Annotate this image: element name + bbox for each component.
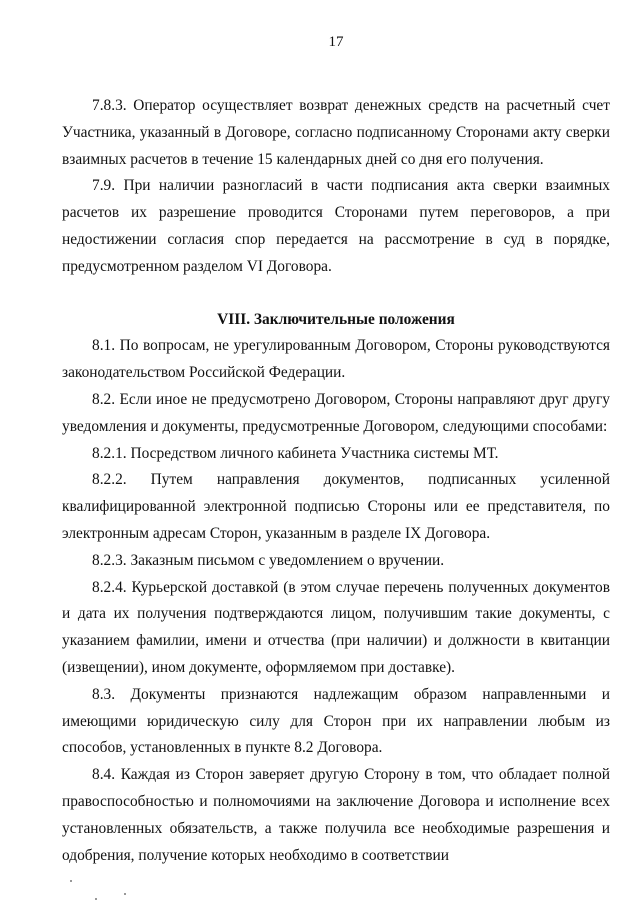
- page-number: 17: [328, 34, 344, 50]
- section-heading: VIII. Заключительные положения: [217, 310, 455, 328]
- scan-speck: [70, 880, 72, 882]
- paragraph-8-2-3: 8.2.3. Заказным письмом с уведомлением о вручении.: [92, 551, 445, 569]
- paragraph-8-2: 8.2. Если иное не предусмотрено Договором, Стороны направляют друг другу уведомления и документы, предусмотренные Договором, следующими способами:: [62, 390, 610, 435]
- scan-speck: [124, 893, 126, 895]
- paragraph-8-3: 8.3. Документы признаются надлежащим образом направленными и имеющими юридическую силу для Сторон при их направлении любым из способов, установленных в пункте 8.2 Договора.: [62, 685, 610, 757]
- paragraph-7-8-3: 7.8.3. Оператор осуществляет возврат денежных средств на расчетный счет Участника, указанный в Договоре, согласно подписанному Сторонами акту сверки взаимных расчетов в течение 15 календарных дней со дня его получения.: [62, 97, 610, 168]
- scan-speck: [95, 898, 97, 900]
- paragraph-8-4: 8.4. Каждая из Сторон заверяет другую Сторону в том, что обладает полной правоспособностью и полномочиями на заключение Договора и исполнение всех установленных обязательств, а также получила все необходимые разрешения и одобрения, получение которых необходимо в соответствии: [62, 766, 610, 864]
- paragraph-8-2-1: 8.2.1. Посредством личного кабинета Участника системы МТ.: [92, 444, 499, 462]
- paragraph-7-9: 7.9. При наличии разногласий в части подписания акта сверки взаимных расчетов их разрешение проводится Сторонами путем переговоров, а при недостижении согласия спор передается на рассмотрение в суд в порядке, предусмотренном разделом VI Договора.: [62, 177, 610, 275]
- paragraph-8-2-4: 8.2.4. Курьерской доставкой (в этом случае перечень полученных документов и дата их получения подтверждаются лицом, получившим такие документы, с указанием фамилии, имени и отчества (при наличии) и должности в квитанции (извещении), ином документе, оформляемом при доставке).: [62, 578, 610, 676]
- paragraph-8-1: 8.1. По вопросам, не урегулированным Договором, Стороны руководствуются законодательством Российской Федерации.: [62, 337, 610, 382]
- paragraph-8-2-2: 8.2.2. Путем направления документов, подписанных усиленной квалифицированной электронной подписью Стороны или ее представителя, по электронным адресам Сторон, указанным в разделе IX Договора.: [62, 471, 610, 542]
- document-body: [62, 93, 610, 869]
